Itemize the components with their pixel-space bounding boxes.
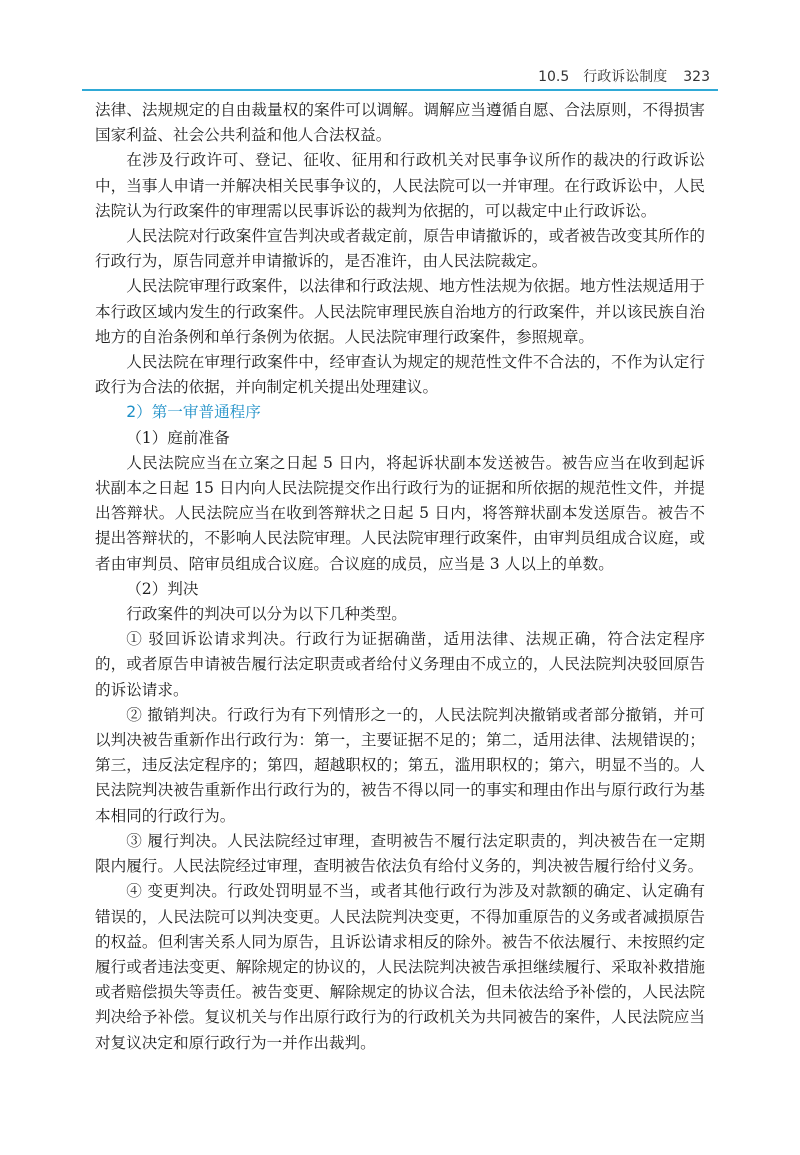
- subheading-pretrial: （1）庭前准备: [126, 428, 230, 447]
- paragraph: 行政案件的判决可以分为以下几种类型。: [126, 605, 407, 624]
- header-rule: [82, 89, 718, 91]
- running-header: [0, 64, 800, 92]
- list-item-3: ③ 履行判决。人民法院经过审理，查明被告不履行法定职责的，判决被告在一定期限内履行。人民法院经过审理，查明被告依法负有给付义务的，判决被告履行给付义务。: [95, 831, 705, 876]
- page-number: 323: [683, 69, 710, 85]
- section-heading: 2）第一审普通程序: [126, 403, 261, 422]
- paragraph: 人民法院应当在立案之日起 5 日内，将起诉状副本发送被告。被告应当在收到起诉状副本之日起 15 日内向人民法院提交作出行政行为的证据和所依据的规范性文件，并提出答辩状。人民法院应当在收到答辩状之日起 5 日内，将答辩状副本发送原告。被告不提出答辩状的，不影响人民法院审理。人民法院审理行政案件，由审判员组成合议庭，或者由审判员、陪审员组成合议庭。合议庭的成员，应当是 3 人以上的单数。: [95, 453, 705, 573]
- header-text: [538, 66, 710, 86]
- section-title: 行政诉讼制度: [583, 69, 668, 85]
- list-item-2: ② 撤销判决。行政行为有下列情形之一的，人民法院判决撤销或者部分撤销，并可以判决被告重新作出行政行为：第一，主要证据不足的；第二，适用法律、法规错误的；第三，违反法定程序的；第四，超越职权的；第五，滥用职权的；第六，明显不当的。人民法院判决被告重新作出行政行为的，被告不得以同一的事实和理由作出与原行政行为基本相同的行政行为。: [95, 705, 705, 825]
- paragraph: 人民法院审理行政案件，以法律和行政法规、地方性法规为依据。地方性法规适用于本行政区域内发生的行政案件。人民法院审理民族自治地方的行政案件，并以该民族自治地方的自治条例和单行条例为依据。人民法院审理行政案件，参照规章。: [95, 277, 705, 346]
- paragraph: 人民法院对行政案件宣告判决或者裁定前，原告申请撤诉的，或者被告改变其所作的行政行为，原告同意并申请撤诉的，是否准许，由人民法院裁定。: [95, 227, 705, 271]
- section-number: 10.5: [538, 69, 570, 85]
- list-item-4: ④ 变更判决。行政处罚明显不当，或者其他行政行为涉及对款额的确定、认定确有错误的，人民法院可以判决变更。人民法院判决变更，不得加重原告的义务或者减损原告的权益。但利害关系人同为原告，且诉讼请求相反的除外。被告不依法履行、未按照约定履行或者违法变更、解除规定的协议的，人民法院判决被告承担继续履行、采取补救措施或者赔偿损失等责任。被告变更、解除规定的协议合法，但未依法给予补偿的，人民法院判决给予补偿。复议机关与作出原行政行为的行政机关为共同被告的案件，人民法院应当对复议决定和原行政行为一并作出裁判。: [95, 882, 705, 1052]
- paragraph: 人民法院在审理行政案件中，经审查认为规定的规范性文件不合法的，不作为认定行政行为合法的依据，并向制定机关提出处理建议。: [95, 353, 705, 397]
- subheading-judgment: （2）判决: [126, 579, 199, 598]
- paragraph: 在涉及行政许可、登记、征收、征用和行政机关对民事争议所作的裁决的行政诉讼中，当事人申请一并解决相关民事争议的，人民法院可以一并审理。在行政诉讼中，人民法院认为行政案件的审理需以民事诉讼的裁判为依据的，可以裁定中止行政诉讼。: [95, 151, 705, 220]
- list-item-1: ① 驳回诉讼请求判决。行政行为证据确凿，适用法律、法规正确，符合法定程序的，或者原告申请被告履行法定职责或者给付义务理由不成立的，人民法院判决驳回原告的诉讼请求。: [95, 630, 705, 699]
- paragraph-continued: 法律、法规规定的自由裁量权的案件可以调解。调解应当遵循自愿、合法原则，不得损害国家利益、社会公共利益和他人合法权益。: [95, 101, 705, 145]
- page-body: [95, 98, 705, 1056]
